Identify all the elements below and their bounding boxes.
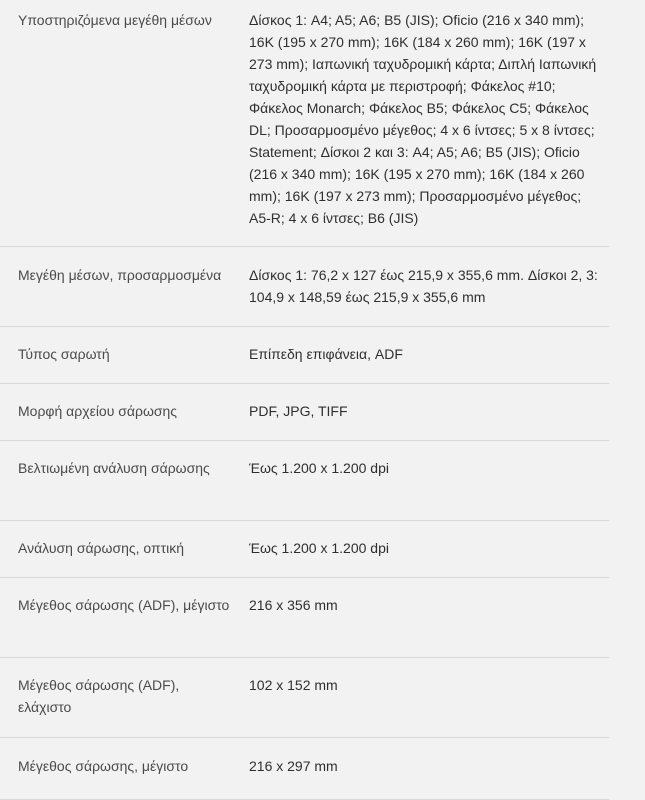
spec-value: PDF, JPG, TIFF [249,403,348,419]
spec-label: Τύπος σαρωτή [18,346,110,362]
spec-label: Μέγεθος σάρωσης, μέγιστο [18,758,189,774]
spec-label: Ανάλυση σάρωσης, οπτική [18,540,185,556]
spec-row-custom-media-sizes [0,247,609,327]
spec-value: Έως 1.200 x 1.200 dpi [249,540,389,556]
spec-row-scan-size-max [0,738,609,800]
spec-label: Μεγέθη μέσων, προσαρμοσμένα [18,267,222,283]
spec-label: Μορφή αρχείου σάρωσης [18,403,178,419]
spec-row-scan-file-format [0,384,609,441]
spec-label: Υποστηριζόμενα μεγέθη μέσων [18,12,212,28]
spec-row-scanner-type [0,327,609,384]
spec-value: Έως 1.200 x 1.200 dpi [249,460,389,476]
spec-label: Μέγεθος σάρωσης (ADF), μέγιστο [18,597,230,613]
spec-label: Βελτιωμένη ανάλυση σάρωσης [18,460,210,476]
spec-value: 102 x 152 mm [249,677,338,693]
spec-row-adf-scan-size-min [0,658,609,738]
spec-value: Δίσκος 1: A4; A5; A6; B5 (JIS); Oficio (216 x 340 mm); 16K (195 x 270 mm); 16K (184 x 260 mm); 16K (197 x 273 mm); Ιαπωνική ταχυδρομική κάρτα; Διπλή Ιαπωνική ταχυδρομική κάρτα με περιστροφή; Φάκελος #10; Φάκελος Monarch; Φάκελος B5; Φάκελος C5; Φάκελος DL; Προσαρμοσμένο μέγεθος; 4 x 6 ίντσες; 5 x 8 ίντσες; Statement; Δίσκοι 2 και 3: A4; A5; A6; B5 (JIS); Oficio (216 x 340 mm); 16K (195 x 270 mm); 16K (184 x 260 mm); 16K (197 x 273 mm); Προσαρμοσμένο μέγεθος; A5-R; 4 x 6 ίντσες; B6 (JIS) [249,12,597,226]
spec-label: Μέγεθος σάρωσης (ADF), ελάχιστο [18,677,180,715]
spec-row-optical-scan-resolution [0,521,609,578]
spec-row-enhanced-scan-resolution [0,441,609,521]
spec-value: Δίσκος 1: 76,2 x 127 έως 215,9 x 355,6 mm. Δίσκοι 2, 3: 104,9 x 148,59 έως 215,9 x 355,6 mm [249,267,598,305]
spec-value: 216 x 356 mm [249,597,338,613]
spec-value: Επίπεδη επιφάνεια, ADF [249,346,403,362]
spec-row-adf-scan-size-max [0,578,609,658]
spec-value: 216 x 297 mm [249,758,338,774]
spec-row-supported-media-sizes [0,0,609,247]
